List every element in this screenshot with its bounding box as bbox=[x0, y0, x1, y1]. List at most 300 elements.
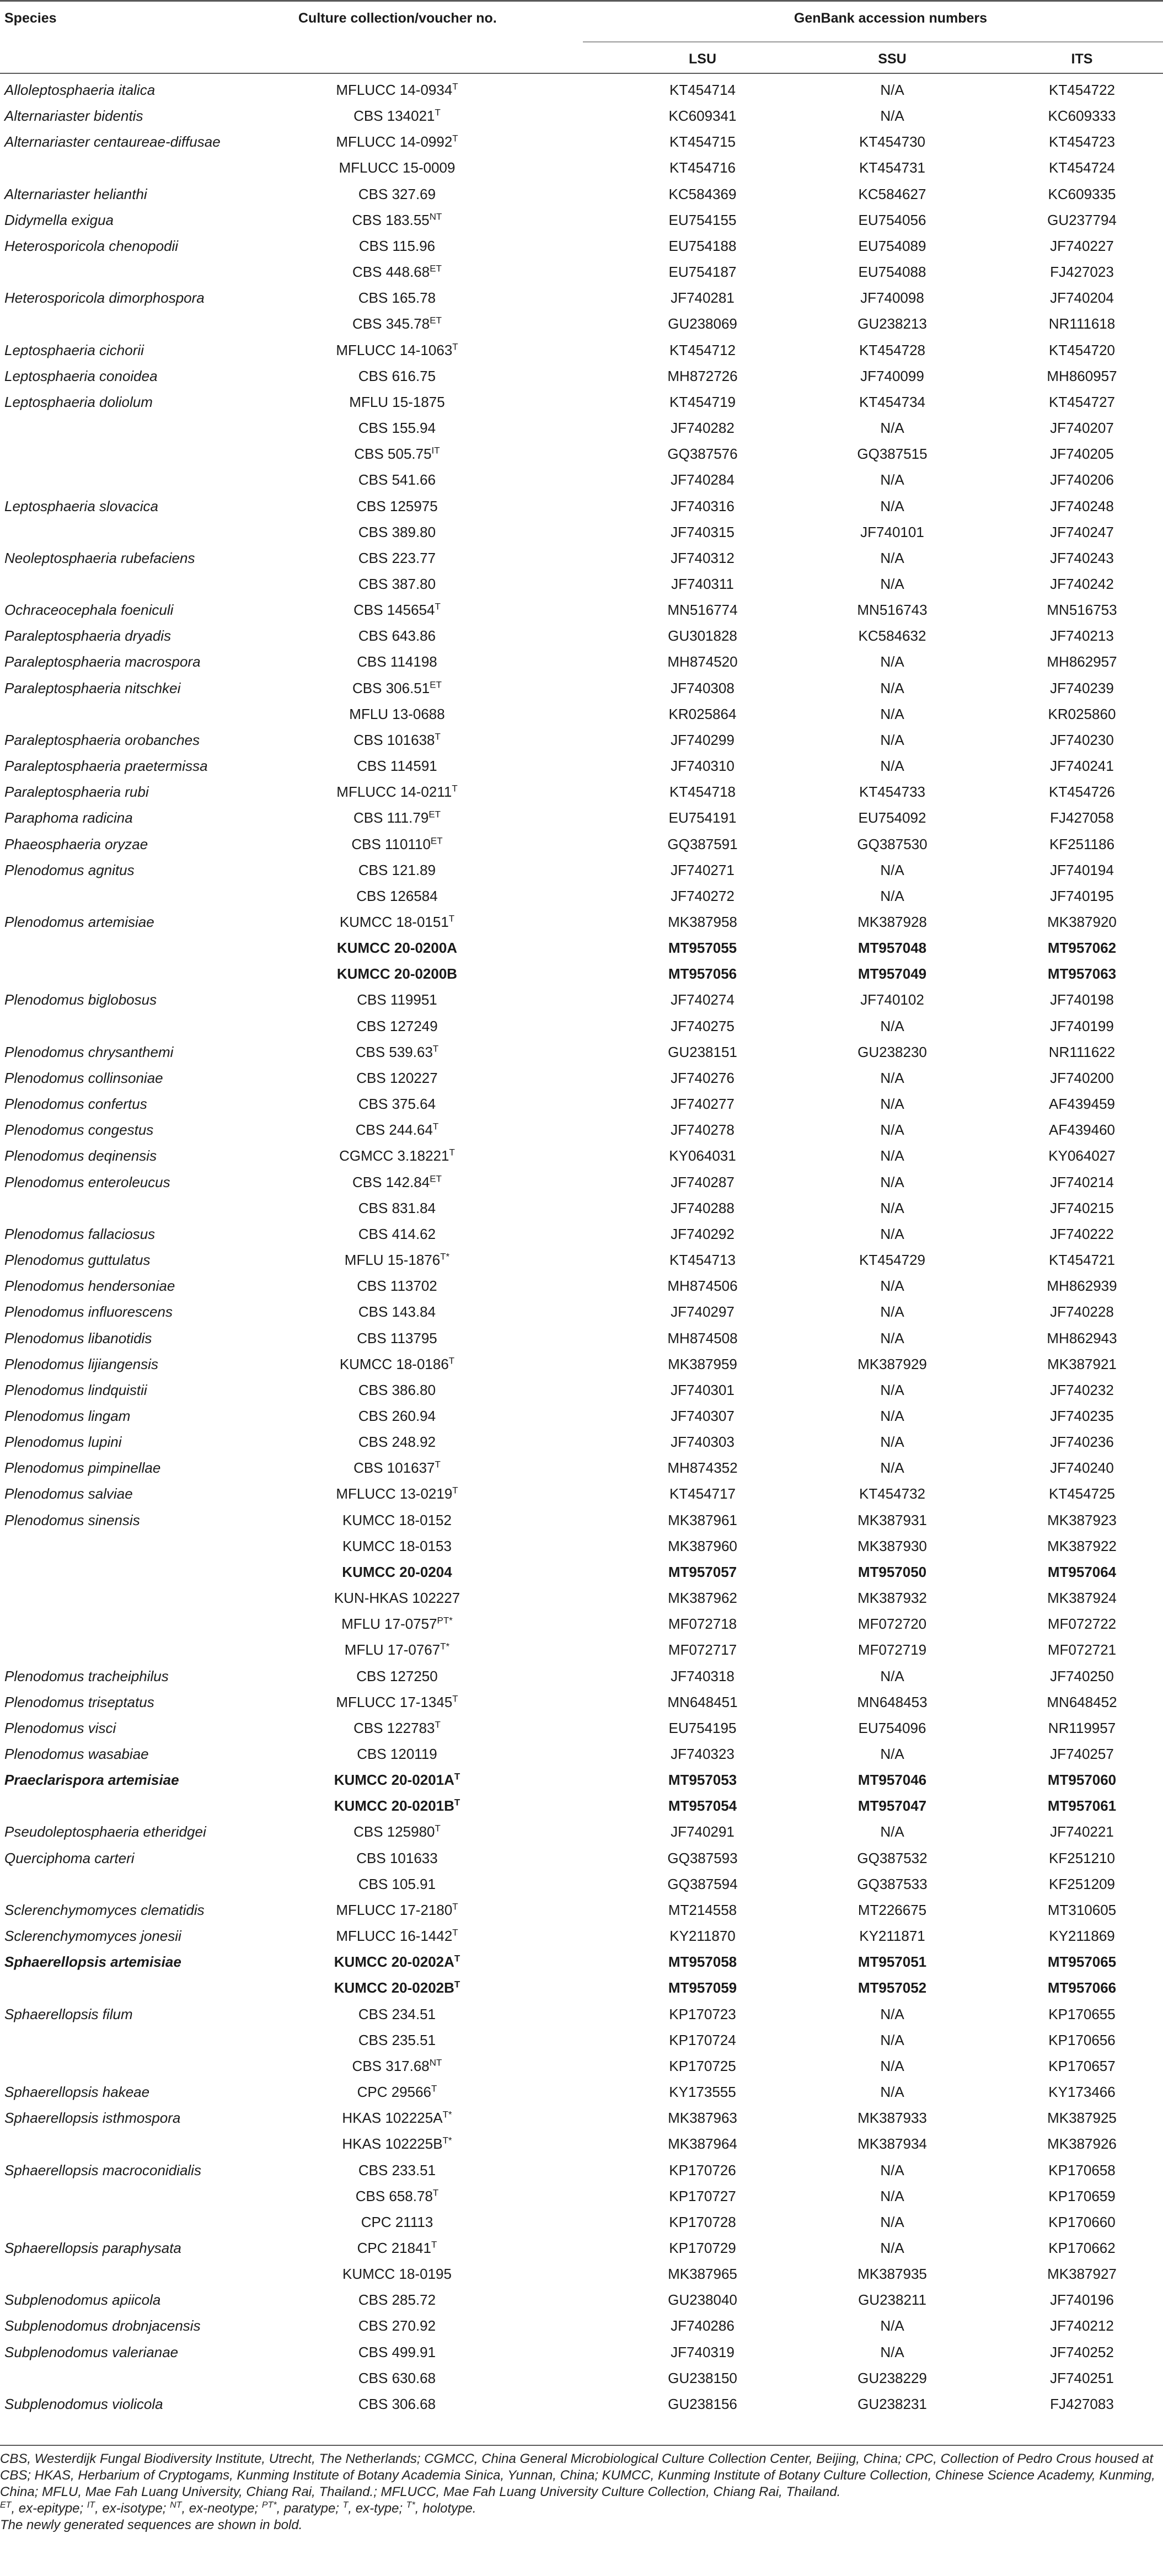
voucher-number: MFLU $17-0757^{PT*}$ bbox=[341, 1615, 453, 1633]
voucher-number: CBS 233.51 bbox=[358, 2161, 436, 2178]
its-accession: JF740257 bbox=[1050, 1746, 1114, 1762]
ssu-accession: N/A bbox=[880, 1225, 904, 1242]
its-accession: JF740221 bbox=[1050, 1823, 1114, 1840]
voucher-number: CBS $448.68^{ET}$ bbox=[352, 263, 442, 281]
table-row bbox=[0, 571, 1163, 597]
lsu-accession: MN516774 bbox=[667, 602, 738, 619]
table-row bbox=[0, 779, 1163, 805]
its-accession: MK387926 bbox=[1047, 2135, 1117, 2153]
ssu-accession: EU754096 bbox=[858, 1719, 926, 1736]
voucher-number: CBS 234.51 bbox=[358, 2005, 436, 2022]
table-row bbox=[0, 1819, 1163, 1845]
voucher-number: CBS 113702 bbox=[357, 1278, 437, 1295]
table-row bbox=[0, 961, 1163, 987]
its-accession: JF740198 bbox=[1050, 991, 1114, 1008]
type-superscript: T bbox=[431, 2083, 437, 2094]
species-name: Heterosporicola chenopodii bbox=[4, 237, 179, 254]
table-row bbox=[0, 129, 1163, 155]
species-name: Praeclarispora artemisiae bbox=[4, 1772, 179, 1789]
voucher-number: CBS 127249 bbox=[356, 1017, 438, 1034]
voucher-number: CBS 270.92 bbox=[358, 2317, 436, 2334]
voucher-number: MFLUCC $17-2180^T$ bbox=[336, 1901, 458, 1918]
lsu-accession: KT454714 bbox=[669, 82, 736, 98]
lsu-accession: MK387959 bbox=[668, 1355, 737, 1372]
voucher-number: CBS $317.68^{NT}$ bbox=[352, 2057, 442, 2074]
lsu-accession: MK387958 bbox=[668, 914, 737, 930]
its-accession: MK387925 bbox=[1047, 2110, 1117, 2127]
lsu-accession: KC584369 bbox=[668, 185, 737, 202]
its-accession: JF740251 bbox=[1050, 2369, 1114, 2386]
voucher-number: CBS $101637^T$ bbox=[353, 1459, 441, 1477]
its-accession: KP170658 bbox=[1048, 2161, 1116, 2178]
its-accession: KP170660 bbox=[1048, 2213, 1116, 2230]
table-row bbox=[0, 2313, 1163, 2339]
header-species: Species bbox=[4, 10, 57, 26]
type-superscript: T bbox=[435, 601, 441, 612]
its-accession: KP170655 bbox=[1048, 2005, 1116, 2022]
its-accession: KP170662 bbox=[1048, 2239, 1116, 2256]
table-row bbox=[0, 2261, 1163, 2287]
lsu-accession: MH874508 bbox=[667, 1329, 738, 1346]
table-row bbox=[0, 545, 1163, 571]
type-superscript: T bbox=[435, 1459, 441, 1470]
table-row bbox=[0, 103, 1163, 129]
its-accession: FJ427023 bbox=[1050, 264, 1114, 281]
ssu-accession: N/A bbox=[880, 2031, 904, 2048]
footnote-symbol-meaning: , ex-type; bbox=[348, 2501, 406, 2516]
lsu-accession: EU754155 bbox=[668, 211, 737, 228]
lsu-accession: MF072718 bbox=[668, 1616, 737, 1633]
its-accession: JF740204 bbox=[1050, 289, 1114, 307]
voucher-number: CBS 121.89 bbox=[358, 861, 436, 878]
lsu-accession: JF740275 bbox=[671, 1017, 735, 1034]
top-rule bbox=[0, 0, 1163, 2]
footnote-symbol-meaning: , ex-epitype; bbox=[11, 2501, 87, 2516]
lsu-accession: JF740278 bbox=[671, 1121, 735, 1139]
table-row bbox=[0, 1637, 1163, 1663]
lsu-accession: KT454717 bbox=[669, 1485, 736, 1502]
its-accession: JF740205 bbox=[1050, 446, 1114, 463]
its-accession: MN516753 bbox=[1047, 602, 1117, 619]
its-accession: JF740215 bbox=[1050, 1199, 1114, 1216]
its-accession: JF740243 bbox=[1050, 549, 1114, 566]
ssu-accession: N/A bbox=[880, 2161, 904, 2178]
ssu-accession: KT454730 bbox=[859, 133, 925, 151]
table-row bbox=[0, 1377, 1163, 1403]
ssu-accession: N/A bbox=[880, 1096, 904, 1113]
ssu-accession: KT454731 bbox=[859, 159, 925, 176]
type-superscript: T bbox=[449, 1147, 455, 1158]
table-row bbox=[0, 701, 1163, 727]
ssu-accession: KT454729 bbox=[859, 1252, 925, 1269]
species-name: Plenodomus artemisiae bbox=[4, 914, 154, 930]
species-name: Pseudoleptosphaeria etheridgei bbox=[4, 1823, 206, 1840]
footnote-bold-note: The newly generated sequences are shown in bold. bbox=[0, 2518, 303, 2532]
ssu-accession: N/A bbox=[880, 1069, 904, 1086]
voucher-number: CBS 327.69 bbox=[358, 185, 436, 202]
ssu-accession: N/A bbox=[880, 679, 904, 696]
voucher-number: CBS 155.94 bbox=[358, 420, 436, 437]
lsu-accession: JF740323 bbox=[671, 1746, 735, 1762]
lsu-accession: KP170729 bbox=[669, 2239, 736, 2256]
lsu-accession: JF740318 bbox=[671, 1667, 735, 1684]
lsu-accession: EU754195 bbox=[668, 1719, 737, 1736]
table-row bbox=[0, 1923, 1163, 1949]
ssu-accession: N/A bbox=[880, 705, 904, 722]
species-name: Leptosphaeria doliolum bbox=[4, 393, 153, 410]
its-accession: KT454720 bbox=[1049, 341, 1115, 358]
its-accession: JF740250 bbox=[1050, 1667, 1114, 1684]
its-accession: KT454721 bbox=[1049, 1252, 1115, 1269]
table-row bbox=[0, 285, 1163, 311]
type-superscript: T bbox=[454, 1771, 460, 1782]
footnote-symbol: T* bbox=[406, 2500, 415, 2510]
species-name: Ochraceocephala foeniculi bbox=[4, 602, 174, 619]
lsu-accession: KP170726 bbox=[669, 2161, 736, 2178]
table-row bbox=[0, 1065, 1163, 1091]
lsu-accession: KY173555 bbox=[669, 2084, 736, 2101]
lsu-accession: GQ387593 bbox=[667, 1849, 738, 1866]
its-accession: MK387921 bbox=[1047, 1355, 1117, 1372]
voucher-number: CBS $345.78^{ET}$ bbox=[352, 315, 442, 332]
its-accession: JF740230 bbox=[1050, 731, 1114, 748]
genbank-rule bbox=[583, 41, 1163, 42]
lsu-accession: KT454718 bbox=[669, 783, 736, 801]
voucher-number: CBS $244.64^T$ bbox=[355, 1121, 439, 1139]
lsu-accession: GQ387594 bbox=[667, 1875, 738, 1892]
lsu-accession: MT957059 bbox=[668, 1979, 737, 1997]
its-accession: MT957065 bbox=[1047, 1954, 1117, 1971]
species-name: Plenodomus lijiangensis bbox=[4, 1355, 158, 1372]
table-row bbox=[0, 1013, 1163, 1039]
lsu-accession: JF740274 bbox=[671, 991, 735, 1008]
type-superscript: T bbox=[435, 1719, 441, 1730]
species-name: Paraleptosphaeria orobanches bbox=[4, 731, 200, 748]
ssu-accession: N/A bbox=[880, 420, 904, 437]
footnote-symbol: ET bbox=[0, 2500, 12, 2510]
table-row bbox=[0, 2105, 1163, 2131]
voucher-number: HKAS $102225A^{T*}$ bbox=[342, 2109, 452, 2127]
its-accession: JF740214 bbox=[1050, 1173, 1114, 1190]
species-name: Plenodomus salviae bbox=[4, 1485, 133, 1502]
species-name: Plenodomus collinsoniae bbox=[4, 1069, 163, 1086]
table-row bbox=[0, 1325, 1163, 1351]
ssu-accession: KY211871 bbox=[859, 1928, 925, 1945]
footnote-symbol: T bbox=[342, 2500, 349, 2510]
voucher-number: KUMCC $20-0201B^T$ bbox=[334, 1797, 460, 1815]
table-row bbox=[0, 2391, 1163, 2417]
ssu-accession: GQ387532 bbox=[857, 1849, 928, 1866]
table-row bbox=[0, 233, 1163, 259]
lsu-accession: KP170728 bbox=[669, 2213, 736, 2230]
ssu-accession: N/A bbox=[880, 108, 904, 125]
species-name: Plenodomus triseptatus bbox=[4, 1693, 154, 1710]
its-accession: KT454723 bbox=[1049, 133, 1115, 151]
table-row bbox=[0, 2365, 1163, 2391]
its-accession: NR111622 bbox=[1048, 1043, 1116, 1060]
species-name: Plenodomus deqinensis bbox=[4, 1147, 157, 1164]
species-name: Subplenodomus valerianae bbox=[4, 2343, 179, 2360]
lsu-accession: KP170727 bbox=[669, 2187, 736, 2204]
voucher-number: KUMCC 20-0200A bbox=[336, 940, 458, 957]
species-name: Plenodomus pimpinellae bbox=[4, 1459, 161, 1477]
lsu-accession: JF740315 bbox=[671, 523, 735, 540]
ssu-accession: N/A bbox=[880, 82, 904, 98]
lsu-accession: MT214558 bbox=[668, 1901, 737, 1918]
its-accession: MH862939 bbox=[1047, 1278, 1117, 1295]
type-superscript: NT bbox=[429, 2057, 442, 2068]
its-accession: JF740241 bbox=[1050, 758, 1114, 775]
species-name: Paraleptosphaeria dryadis bbox=[4, 627, 171, 645]
its-accession: KY064027 bbox=[1048, 1147, 1116, 1164]
ssu-accession: MF072720 bbox=[857, 1616, 927, 1633]
ssu-accession: KC584632 bbox=[858, 627, 926, 645]
type-superscript: PT* bbox=[437, 1615, 453, 1626]
species-name: Subplenodomus drobnjacensis bbox=[4, 2317, 201, 2334]
lsu-accession: MT957054 bbox=[668, 1797, 737, 1815]
ssu-accession: MK387932 bbox=[857, 1590, 927, 1607]
voucher-number: CBS 387.80 bbox=[358, 575, 436, 592]
species-name: Plenodomus sinensis bbox=[4, 1511, 140, 1528]
ssu-accession: MK387929 bbox=[857, 1355, 927, 1372]
ssu-accession: N/A bbox=[880, 731, 904, 748]
table-row bbox=[0, 1715, 1163, 1741]
ssu-accession: GU238211 bbox=[858, 2291, 926, 2309]
table-row bbox=[0, 259, 1163, 285]
table-row bbox=[0, 2209, 1163, 2235]
species-name: Sphaerellopsis isthmospora bbox=[4, 2110, 181, 2127]
its-accession: MT957060 bbox=[1047, 1772, 1117, 1789]
table-header bbox=[0, 0, 1163, 74]
voucher-number: MFLU 15-1875 bbox=[349, 393, 445, 410]
species-name: Sclerenchymomyces clematidis bbox=[4, 1901, 205, 1918]
its-accession: KP170657 bbox=[1048, 2057, 1116, 2074]
ssu-accession: KT454728 bbox=[859, 341, 925, 358]
voucher-number: CBS 541.66 bbox=[358, 471, 436, 489]
voucher-number: KUMCC $20-0202A^T$ bbox=[334, 1953, 460, 1971]
voucher-number: CBS 113795 bbox=[357, 1329, 437, 1346]
ssu-accession: JF740099 bbox=[860, 367, 924, 384]
table-row bbox=[0, 1481, 1163, 1507]
lsu-accession: GU238156 bbox=[668, 2395, 737, 2412]
voucher-number: CBS 115.96 bbox=[358, 237, 436, 254]
species-name: Leptosphaeria cichorii bbox=[4, 341, 144, 358]
table-row bbox=[0, 207, 1163, 233]
voucher-number: KUMCC 18-0153 bbox=[342, 1537, 452, 1554]
bottom-rule bbox=[0, 2445, 1163, 2446]
footnote-symbol: IT bbox=[87, 2500, 95, 2510]
its-accession: JF740248 bbox=[1050, 497, 1114, 514]
type-superscript: ET bbox=[430, 679, 442, 690]
species-name: Paraleptosphaeria praetermissa bbox=[4, 758, 208, 775]
type-superscript: IT bbox=[431, 445, 440, 456]
type-superscript: T* bbox=[442, 2135, 452, 2146]
species-name: Sphaerellopsis filum bbox=[4, 2005, 133, 2022]
lsu-accession: JF740272 bbox=[671, 887, 735, 904]
its-accession: JF740196 bbox=[1050, 2291, 1114, 2309]
table-row bbox=[0, 2235, 1163, 2261]
its-accession: JF740228 bbox=[1050, 1303, 1114, 1321]
species-name: Querciphoma carteri bbox=[4, 1849, 135, 1866]
species-name: Alloleptosphaeria italica bbox=[4, 82, 156, 98]
voucher-number: CBS 165.78 bbox=[358, 289, 436, 307]
table-row bbox=[0, 597, 1163, 623]
table-row bbox=[0, 753, 1163, 779]
voucher-number: CBS $101638^T$ bbox=[353, 731, 441, 748]
species-name: Plenodomus chrysanthemi bbox=[4, 1043, 174, 1060]
ssu-accession: MK387934 bbox=[857, 2135, 927, 2153]
type-superscript: T* bbox=[442, 2109, 452, 2120]
its-accession: MK387922 bbox=[1047, 1537, 1117, 1554]
type-superscript: T bbox=[452, 1693, 458, 1704]
type-superscript: ET bbox=[430, 1173, 442, 1184]
species-name: Plenodomus tracheiphilus bbox=[4, 1667, 169, 1684]
lsu-accession: KT454715 bbox=[669, 133, 736, 151]
ssu-accession: N/A bbox=[880, 1278, 904, 1295]
header-rule bbox=[0, 73, 1163, 74]
ssu-accession: N/A bbox=[880, 1459, 904, 1477]
voucher-number: MFLU 13-0688 bbox=[349, 705, 445, 722]
species-name: Paraleptosphaeria macrospora bbox=[4, 653, 201, 670]
its-accession: JF740239 bbox=[1050, 679, 1114, 696]
ssu-accession: N/A bbox=[880, 1329, 904, 1346]
type-superscript: T bbox=[435, 731, 441, 742]
ssu-accession: N/A bbox=[880, 1147, 904, 1164]
its-accession: KR025860 bbox=[1048, 705, 1116, 722]
type-superscript: T bbox=[432, 1043, 439, 1054]
species-name: Plenodomus libanotidis bbox=[4, 1329, 152, 1346]
ssu-accession: KT454734 bbox=[859, 393, 925, 410]
ssu-accession: GU238231 bbox=[857, 2395, 927, 2412]
its-accession: KT454724 bbox=[1049, 159, 1115, 176]
its-accession: KP170656 bbox=[1048, 2031, 1116, 2048]
its-accession: JF740252 bbox=[1050, 2343, 1114, 2360]
table-row bbox=[0, 1897, 1163, 1923]
voucher-number: MFLUCC $16-1442^T$ bbox=[336, 1927, 458, 1945]
table-row bbox=[0, 2339, 1163, 2365]
table-row bbox=[0, 2158, 1163, 2183]
lsu-accession: MT957053 bbox=[668, 1772, 737, 1789]
ssu-accession: EU754088 bbox=[858, 264, 926, 281]
table-row bbox=[0, 1195, 1163, 1221]
species-name: Paraphoma radicina bbox=[4, 809, 133, 827]
table-row bbox=[0, 1429, 1163, 1455]
table-row bbox=[0, 441, 1163, 467]
voucher-number: KUMCC $20-0202B^T$ bbox=[334, 1979, 460, 1997]
footnote-type-symbols bbox=[0, 2500, 1158, 2517]
ssu-accession: MT957046 bbox=[857, 1772, 927, 1789]
lsu-accession: MH874520 bbox=[667, 653, 738, 670]
lsu-accession: JF740287 bbox=[671, 1173, 735, 1190]
table-row bbox=[0, 311, 1163, 337]
type-superscript: ET bbox=[428, 809, 441, 820]
header-its: ITS bbox=[1071, 51, 1093, 67]
ssu-accession: MK387931 bbox=[857, 1511, 927, 1528]
table-row bbox=[0, 805, 1163, 831]
voucher-number: CBS $122783^T$ bbox=[353, 1719, 441, 1736]
its-accession: MK387927 bbox=[1047, 2266, 1117, 2283]
type-superscript: NT bbox=[429, 211, 442, 222]
table-row bbox=[0, 909, 1163, 935]
lsu-accession: JF740299 bbox=[671, 731, 735, 748]
table-body bbox=[0, 77, 1163, 2417]
voucher-number: CBS 499.91 bbox=[358, 2343, 436, 2360]
its-accession: MT957064 bbox=[1047, 1563, 1117, 1580]
lsu-accession: EU754191 bbox=[668, 809, 737, 827]
voucher-number: CBS 125975 bbox=[356, 497, 438, 514]
lsu-accession: GU238151 bbox=[668, 1043, 737, 1060]
its-accession: JF740247 bbox=[1050, 523, 1114, 540]
species-name: Alternariaster centaureae-diffusae bbox=[4, 133, 221, 151]
voucher-number: KUN-HKAS 102227 bbox=[334, 1590, 460, 1607]
lsu-accession: KT454716 bbox=[669, 159, 736, 176]
table-row bbox=[0, 649, 1163, 675]
voucher-number: MFLUCC $14-1063^T$ bbox=[336, 341, 458, 358]
species-name: Alternariaster helianthi bbox=[4, 185, 147, 202]
lsu-accession: JF740286 bbox=[671, 2317, 735, 2334]
ssu-accession: EU754089 bbox=[858, 237, 926, 254]
table-row bbox=[0, 181, 1163, 207]
ssu-accession: EU754092 bbox=[858, 809, 926, 827]
lsu-accession: MT957056 bbox=[668, 965, 737, 983]
ssu-accession: N/A bbox=[880, 2057, 904, 2074]
ssu-accession: N/A bbox=[880, 2213, 904, 2230]
ssu-accession: MT226675 bbox=[857, 1901, 927, 1918]
its-accession: JF740194 bbox=[1050, 861, 1114, 878]
voucher-number: CBS $539.63^T$ bbox=[355, 1043, 439, 1060]
ssu-accession: MT957049 bbox=[857, 965, 927, 983]
ssu-accession: GU238230 bbox=[857, 1043, 927, 1060]
lsu-accession: GU238069 bbox=[668, 315, 737, 332]
ssu-accession: JF740101 bbox=[860, 523, 924, 540]
its-accession: KF251210 bbox=[1049, 1849, 1115, 1866]
species-name: Plenodomus biglobosus bbox=[4, 991, 157, 1008]
table-row bbox=[0, 1585, 1163, 1611]
species-name: Sphaerellopsis paraphysata bbox=[4, 2239, 181, 2256]
voucher-number: CBS $110110^{ET}$ bbox=[351, 835, 443, 852]
ssu-accession: N/A bbox=[880, 2239, 904, 2256]
lsu-accession: GQ387591 bbox=[667, 835, 738, 852]
ssu-accession: N/A bbox=[880, 1381, 904, 1398]
lsu-accession: MT957057 bbox=[668, 1563, 737, 1580]
type-superscript: T bbox=[448, 913, 455, 924]
lsu-accession: KR025864 bbox=[668, 705, 737, 722]
header-ssu: SSU bbox=[878, 51, 907, 67]
voucher-number: KUMCC $20-0201A^T$ bbox=[334, 1771, 460, 1789]
type-superscript: T bbox=[454, 1797, 460, 1808]
table-row bbox=[0, 1091, 1163, 1117]
ssu-accession: N/A bbox=[880, 2343, 904, 2360]
species-name: Plenodomus lingam bbox=[4, 1407, 131, 1424]
species-name: Paraleptosphaeria rubi bbox=[4, 783, 149, 801]
its-accession: MT310605 bbox=[1047, 1901, 1117, 1918]
lsu-accession: JF740288 bbox=[671, 1199, 735, 1216]
voucher-number: CBS 386.80 bbox=[358, 1381, 436, 1398]
lsu-accession: MH872726 bbox=[667, 367, 738, 384]
its-accession: KT454725 bbox=[1049, 1485, 1115, 1502]
ssu-accession: MK387935 bbox=[857, 2266, 927, 2283]
type-superscript: T* bbox=[440, 1641, 450, 1652]
voucher-number: KUMCC 20-0204 bbox=[342, 1563, 452, 1580]
type-superscript: T bbox=[452, 341, 458, 352]
lsu-accession: MH874352 bbox=[667, 1459, 738, 1477]
species-name: Plenodomus lindquistii bbox=[4, 1381, 147, 1398]
its-accession: FJ427058 bbox=[1050, 809, 1114, 827]
ssu-accession: JF740098 bbox=[860, 289, 924, 307]
table-row bbox=[0, 1221, 1163, 1247]
its-accession: MT957063 bbox=[1047, 965, 1117, 983]
table-row bbox=[0, 519, 1163, 545]
